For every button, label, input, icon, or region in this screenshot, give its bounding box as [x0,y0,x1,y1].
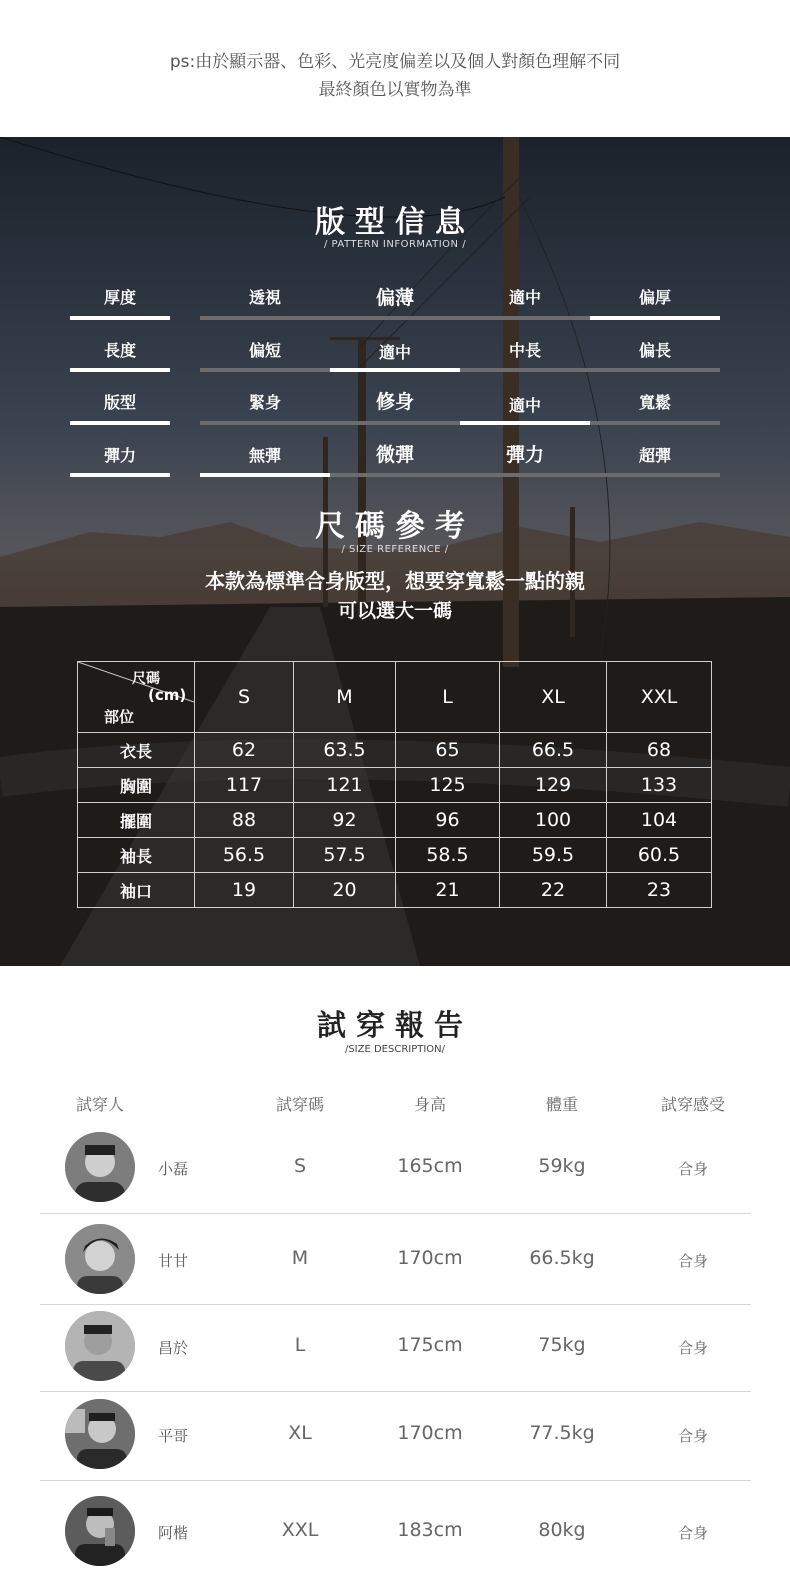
tester-size: M [291,1247,309,1269]
tester-row [40,1496,751,1566]
avatar [65,1399,135,1469]
tester-height: 175cm [397,1334,463,1356]
pattern-info-subtitle: / PATTERN INFORMATION / [323,239,467,250]
row-divider [40,1213,751,1214]
try-on-report-title: 試穿報告 [316,1008,473,1042]
fit-selected-marker [460,421,590,425]
tester-size: XXL [281,1519,319,1541]
size-value: 96 [396,803,500,838]
size-chart-header-row [78,662,712,733]
row-label-bar [70,316,170,320]
length-selected-marker [330,368,460,372]
tester-feel: 合身 [677,1339,708,1357]
option-stretch-3: 彈力 [505,444,544,466]
size-chart-corner-cell [78,662,195,733]
tester-size: S [293,1155,307,1177]
size-header-l: L [396,662,500,733]
size-chart-row [78,768,712,803]
tester-height: 165cm [397,1155,463,1177]
tester-weight: 80kg [538,1519,586,1541]
size-header-m: M [294,662,396,733]
tester-name: 昌於 [158,1339,189,1357]
thickness-selected-marker [590,316,720,320]
option-stretch-2: 微彈 [375,444,414,466]
size-chart-row [78,803,712,838]
size-value: 23 [607,873,712,908]
tester-height: 170cm [397,1422,463,1444]
size-value: 65 [396,733,500,768]
size-value: 59.5 [500,838,607,873]
option-stretch-4: 超彈 [638,446,671,465]
color-disclaimer-line2: 最終顏色以實物為準 [318,80,472,100]
avatar [65,1496,135,1566]
size-value: 104 [607,803,712,838]
size-value: 62 [195,733,294,768]
size-header-s: S [195,662,294,733]
header-height: 身高 [413,1095,446,1114]
row-divider [40,1391,751,1392]
size-chart-row [78,873,712,908]
size-value: 60.5 [607,838,712,873]
size-value: 56.5 [195,838,294,873]
size-value: 133 [607,768,712,803]
size-value: 68 [607,733,712,768]
corner-unit-label: (cm) [148,686,187,704]
tester-height: 183cm [397,1519,463,1541]
size-value: 92 [294,803,396,838]
option-stretch-1: 無彈 [248,446,281,465]
tester-weight: 77.5kg [529,1422,595,1444]
row-divider [40,1304,751,1305]
size-info-banner [0,137,790,966]
avatar [65,1224,135,1294]
size-value: 117 [195,768,294,803]
size-value: 121 [294,768,396,803]
size-advice-line1: 本款為標準合身版型，想要穿寬鬆一點的親 [205,569,585,593]
header-feel: 試穿感受 [660,1095,725,1114]
tester-weight: 75kg [538,1334,586,1356]
row-label-stretch: 彈力 [103,446,136,465]
tester-row [40,1224,751,1294]
row-label-bar [70,368,170,372]
size-value: 22 [500,873,607,908]
row-label-thickness: 厚度 [103,288,136,307]
tester-row [40,1132,751,1202]
size-reference-subtitle: / SIZE REFERENCE / [341,544,449,555]
tester-name: 平哥 [158,1427,189,1445]
size-header-xxl: XXL [607,662,712,733]
size-value: 57.5 [294,838,396,873]
size-value: 129 [500,768,607,803]
pattern-info-title: 版型信息 [315,205,475,240]
option-fit-1: 緊身 [248,393,281,412]
header-size: 試穿碼 [275,1095,324,1114]
part-label: 衣長 [78,733,195,768]
option-thickness-2: 偏薄 [375,287,414,309]
corner-size-label: 尺碼 [132,671,160,687]
part-label: 胸圍 [78,768,195,803]
row-label-bar [70,421,170,425]
option-length-4: 偏長 [638,341,671,360]
option-fit-3: 適中 [508,396,541,415]
avatar [65,1311,135,1381]
part-label: 擺圍 [78,803,195,838]
row-label-length: 長度 [103,341,136,360]
size-value: 19 [195,873,294,908]
corner-part-label: 部位 [104,708,135,726]
avatar [65,1132,135,1202]
tester-size: XL [288,1422,312,1444]
header-tester: 試穿人 [75,1095,124,1114]
size-value: 63.5 [294,733,396,768]
tester-row [40,1399,751,1469]
tester-feel: 合身 [677,1160,708,1178]
tester-name: 小磊 [158,1160,189,1178]
tester-feel: 合身 [677,1427,708,1445]
size-value: 21 [396,873,500,908]
part-label: 袖長 [78,838,195,873]
size-chart-table [77,661,712,908]
option-length-3: 中長 [508,341,541,360]
tester-size: L [294,1334,306,1356]
size-reference-title: 尺碼參考 [315,509,475,544]
option-length-1: 偏短 [248,341,281,360]
size-chart-row [78,733,712,768]
row-label-fit: 版型 [103,393,136,412]
tester-row [40,1311,751,1381]
size-value: 100 [500,803,607,838]
size-value: 88 [195,803,294,838]
header-weight: 體重 [545,1095,578,1114]
option-fit-2: 修身 [375,391,414,413]
size-value: 66.5 [500,733,607,768]
row-divider [40,1480,751,1481]
tester-weight: 59kg [538,1155,586,1177]
tester-name: 甘甘 [158,1252,189,1270]
option-fit-4: 寬鬆 [638,393,671,412]
tester-feel: 合身 [677,1524,708,1542]
row-label-bar [70,473,170,477]
size-value: 58.5 [396,838,500,873]
tester-weight: 66.5kg [529,1247,595,1269]
size-value: 20 [294,873,396,908]
length-scale-track [200,368,720,372]
option-thickness-4: 偏厚 [638,288,671,307]
option-thickness-3: 適中 [508,288,541,307]
tester-feel: 合身 [677,1252,708,1270]
option-length-2: 適中 [378,343,411,362]
size-chart-row [78,838,712,873]
size-value: 125 [396,768,500,803]
try-on-report-subtitle: /SIZE DESCRIPTION/ [344,1044,446,1055]
stretch-selected-marker [200,473,330,477]
part-label: 袖口 [78,873,195,908]
size-header-xl: XL [500,662,607,733]
size-advice-line2: 可以選大一碼 [337,600,452,622]
option-thickness-1: 透視 [248,288,281,307]
tester-height: 170cm [397,1247,463,1269]
tester-name: 阿楷 [158,1524,189,1542]
color-disclaimer-line1: ps:由於顯示器、色彩、光亮度偏差以及個人對顏色理解不同 [169,52,621,72]
